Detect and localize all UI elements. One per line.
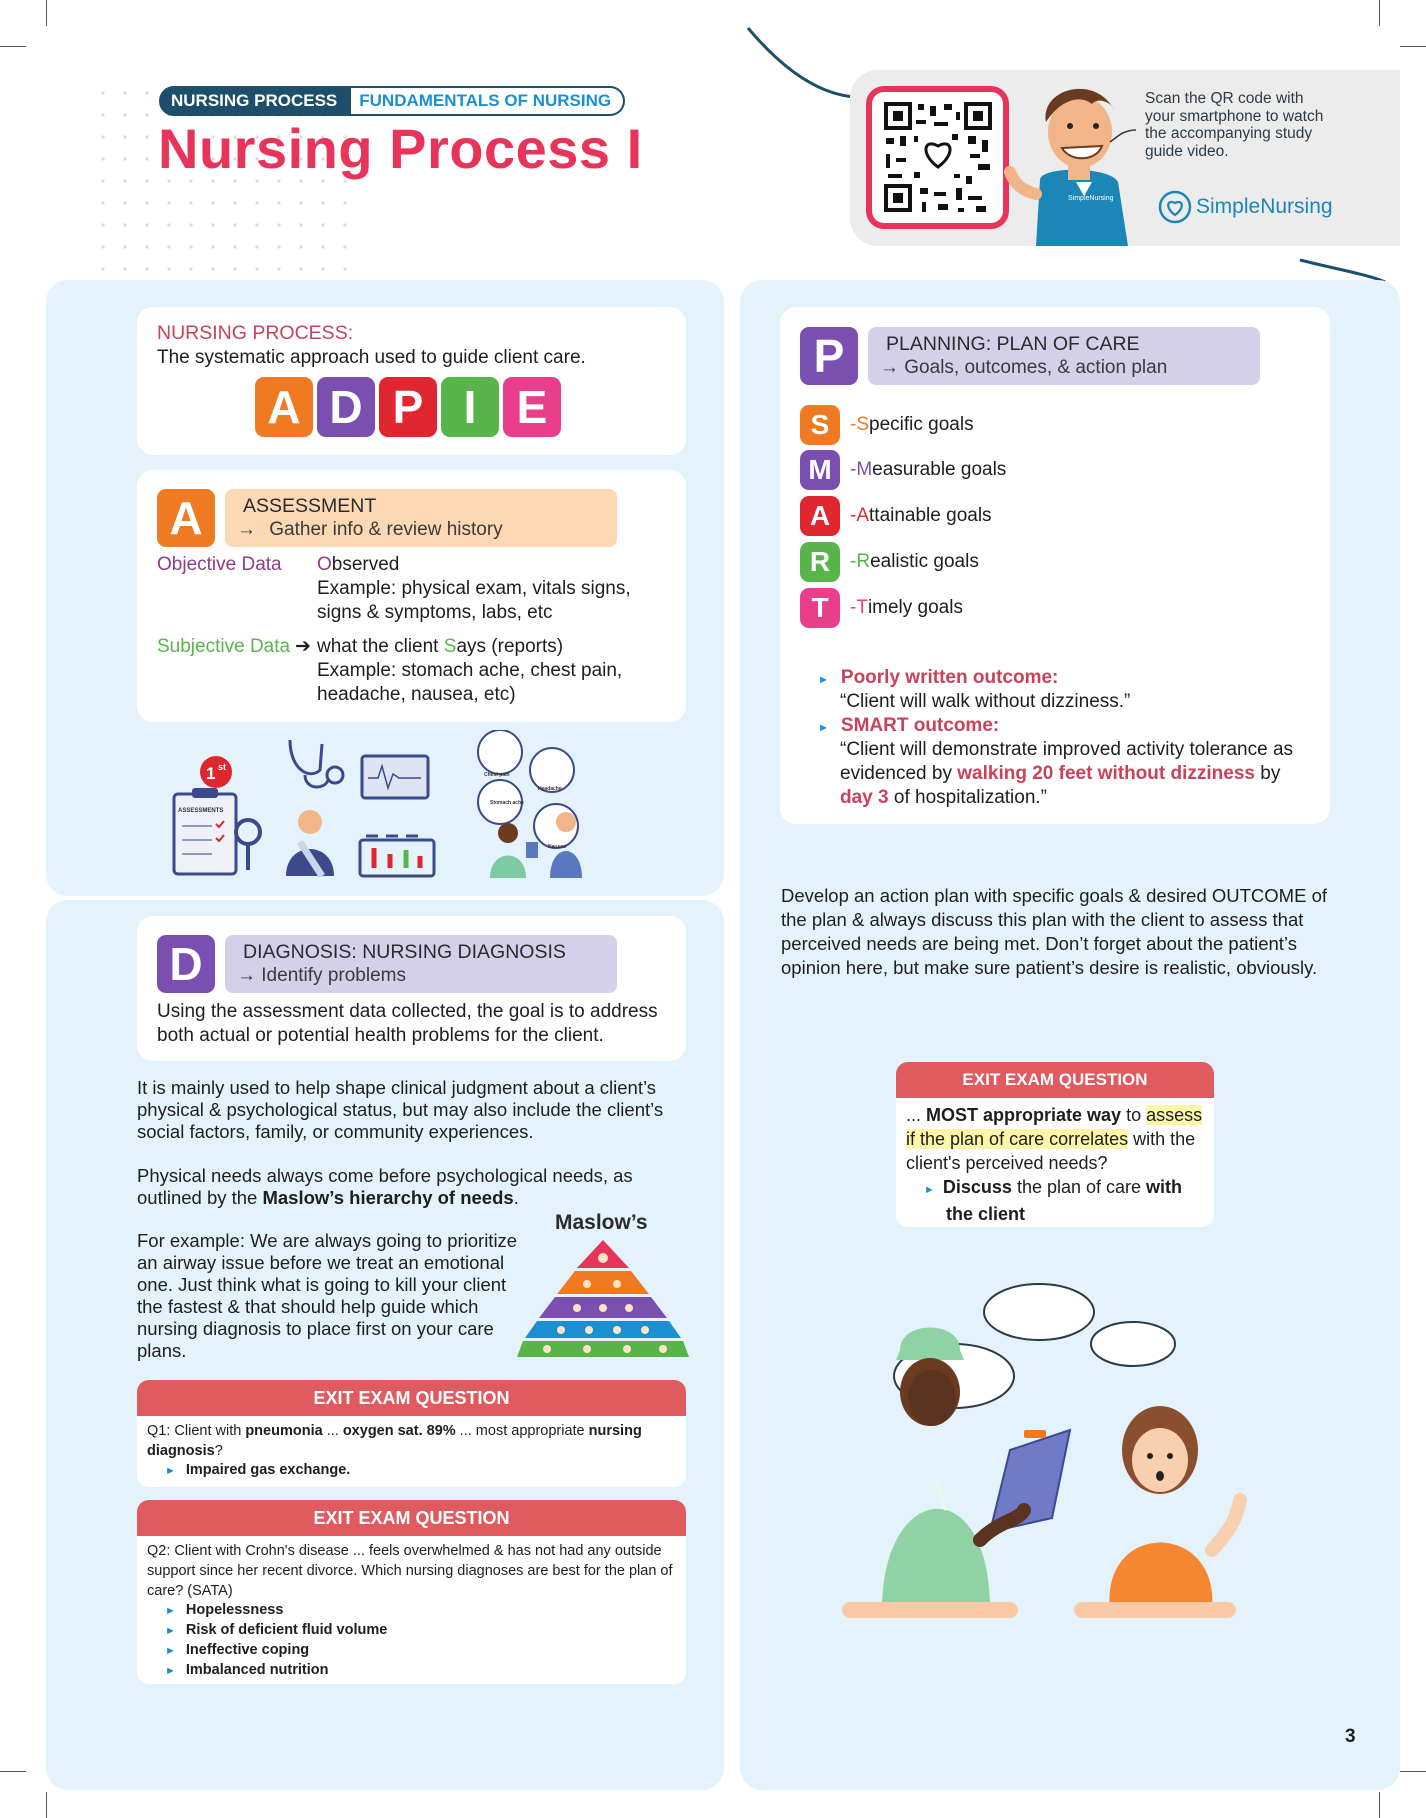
subjective-arrow-icon: ➔ <box>295 636 311 657</box>
smart-dash: - <box>850 597 857 618</box>
smart-tile-s: S <box>800 405 840 445</box>
q3-answer-b1: Discuss <box>942 1177 1012 1197</box>
category-tag <box>159 86 625 116</box>
q1-answer: Impaired gas exchange. <box>185 1462 351 1478</box>
page-number: 3 <box>1345 1726 1356 1747</box>
smart-row-m <box>800 449 1006 491</box>
q2-answer: Hopelessness <box>185 1602 284 1618</box>
page-title: Nursing Process I <box>158 117 643 180</box>
q1-b1: pneumonia <box>245 1423 323 1439</box>
objective-definition <box>317 553 399 577</box>
brand-name: SimpleNursing <box>1196 195 1333 218</box>
first-badge-icon <box>200 756 232 788</box>
crop-mark <box>46 1792 47 1818</box>
assessment-subtitle: Gather info & review history <box>269 519 503 540</box>
smart-dash: - <box>850 551 857 572</box>
diagnosis-header-box <box>225 935 617 993</box>
q1-t1: Q1: Client with <box>147 1423 246 1439</box>
smart-text-1: “Client will demonstrate improved activity tolerance as evidenced by <box>840 739 1294 784</box>
assessment-card <box>137 470 686 722</box>
assessment-header-box <box>225 489 617 547</box>
q2-answer-row <box>165 1620 387 1641</box>
crop-mark <box>0 46 26 47</box>
diagnosis-paragraph-2 <box>137 1165 693 1209</box>
q3-b1: MOST appropriate way <box>926 1105 1122 1125</box>
smart-highlight-1: walking 20 feet without dizziness <box>957 763 1255 784</box>
adpie-tile-d: D <box>317 377 375 437</box>
q3-answer <box>924 1175 1204 1226</box>
subjective-def-post: ays (reports) <box>456 636 564 657</box>
tag-fundamentals: FUNDAMENTALS OF NURSING <box>351 86 625 116</box>
subjective-definition <box>317 635 563 659</box>
heart-logo-icon <box>1158 190 1192 224</box>
smart-text-a: ttainable goals <box>869 505 992 526</box>
exit-exam-q2 <box>137 1500 686 1684</box>
subjective-example-1: Example: stomach ache, chest pain, <box>317 660 623 681</box>
smart-highlight-2: day 3 <box>840 787 889 808</box>
objective-example-1: Example: physical exam, vitals signs, <box>317 578 631 599</box>
q2-answer: Ineffective coping <box>185 1642 310 1658</box>
q2-answer: Imbalanced nutrition <box>185 1662 329 1678</box>
bubble-stomach-ache: Stomach ache <box>490 800 524 806</box>
smart-row-a <box>800 495 992 537</box>
bubble-nausea: Nausea <box>548 844 566 850</box>
subjective-example-2: headache, nausea, etc) <box>317 684 516 705</box>
maslow-label: Maslow’s <box>555 1211 648 1234</box>
arrow-right-icon: → <box>237 519 256 540</box>
nurse-cap <box>896 1328 964 1361</box>
crop-mark <box>46 0 47 26</box>
clipboard-label: ASSESSMENTS <box>178 808 224 814</box>
subjective-data-label: Subjective Data <box>157 636 291 657</box>
smart-row-t <box>800 587 963 629</box>
bullet-icon: ► <box>165 1645 176 1657</box>
objective-def-rest: bserved <box>331 554 400 575</box>
q1-question <box>147 1421 672 1461</box>
bullet-icon: ► <box>165 1665 176 1677</box>
diagnosis-body-1: Using the assessment data collected, the goal is to address <box>157 1001 658 1022</box>
crop-mark <box>1400 1771 1426 1772</box>
test-tubes-icon <box>360 840 434 876</box>
smart-tile-a: A <box>800 496 840 536</box>
poor-outcome-row <box>818 666 1058 692</box>
q3-answer-b2: with the client <box>946 1177 1183 1224</box>
smart-initial-t: T <box>856 597 868 618</box>
maslow-pyramid-icon <box>517 1236 689 1358</box>
q1-answer-row <box>165 1460 350 1481</box>
smart-text-r: ealistic goals <box>870 551 979 572</box>
exit-exam-q1 <box>137 1380 686 1487</box>
adpie-tile-a: A <box>255 377 313 437</box>
objective-def-initial: O <box>317 554 332 575</box>
bullet-icon: ► <box>165 1465 176 1477</box>
smart-outcome-label: SMART outcome: <box>840 715 1000 736</box>
q2-header: EXIT EXAM QUESTION <box>137 1500 686 1536</box>
planning-header-box <box>868 327 1260 385</box>
clipboard-icon <box>174 794 236 874</box>
adpie-tile-i: I <box>441 377 499 437</box>
smart-outcome-row <box>818 714 999 740</box>
mascot-illustration <box>1000 70 1150 246</box>
brand-logo <box>1158 190 1333 224</box>
smart-initial-r: R <box>856 551 871 572</box>
q2-answer-row <box>165 1660 328 1681</box>
poor-outcome-text: “Client will walk without dizziness.” <box>840 691 1131 712</box>
q3-answer-t: the plan of care <box>1011 1177 1147 1197</box>
speech-line-icon <box>1108 126 1138 146</box>
nursing-process-card <box>137 307 686 455</box>
objective-initial: O <box>157 554 172 575</box>
q1-header: EXIT EXAM QUESTION <box>137 1380 686 1416</box>
patient-icon <box>298 810 322 834</box>
smart-text-3: of hospitalization.” <box>888 787 1048 808</box>
stethoscope-icon <box>290 740 322 774</box>
nurse-client-illustration <box>840 1280 1290 1620</box>
tag-nursing-process: NURSING PROCESS <box>159 86 351 116</box>
diagnosis-subtitle: → Identify problems <box>237 965 406 986</box>
client-icon <box>556 812 576 832</box>
speech-bubble-icon <box>1091 1322 1175 1366</box>
smart-initial-a: A <box>856 505 870 526</box>
smart-initial-s: S <box>856 414 870 435</box>
bullet-icon: ► <box>165 1605 176 1617</box>
smart-row-r <box>800 541 979 583</box>
objective-example-2: signs & symptoms, labs, etc <box>317 602 553 623</box>
smart-text-t: imely goals <box>867 597 963 618</box>
planning-title: PLANNING: PLAN OF CARE <box>886 333 1140 355</box>
adpie-tiles <box>255 377 561 437</box>
q2-question: Q2: Client with Crohn's disease ... feels overwhelmed & has not had any outside support since her recent divorce. Which nursing diagnoses are best for the plan of care? (SATA) <box>147 1543 673 1599</box>
exit-exam-q3 <box>896 1062 1214 1227</box>
bubble-headache: Headache <box>538 786 562 792</box>
crop-mark <box>0 1771 26 1772</box>
diagnosis-title: DIAGNOSIS: NURSING DIAGNOSIS <box>243 941 566 963</box>
maslow-hierarchy: Maslow’s hierarchy of needs <box>262 1187 514 1208</box>
q3-t3: with the client's perceived needs? <box>906 1129 1196 1173</box>
first-badge-sup: st <box>218 762 227 772</box>
smart-dash: - <box>850 459 857 480</box>
q1-b2: oxygen sat. 89% <box>342 1423 456 1439</box>
smart-dash: - <box>850 414 857 435</box>
adpie-tile-p: P <box>379 377 437 437</box>
q3-t1: ... <box>906 1105 927 1125</box>
bubble-chest-pain: Chest pain <box>484 772 510 778</box>
q2-answer-row <box>165 1600 283 1621</box>
diagnosis-paragraph-1: It is mainly used to help shape clinical judgment about a client’s physical & psychological status, but may also include the client’s social factors, family, or community experiences. <box>137 1077 664 1142</box>
symptom-bubble <box>478 730 522 774</box>
smart-text-m: easurable goals <box>872 459 1007 480</box>
p2-post: . <box>513 1187 519 1208</box>
smart-tile-r: R <box>800 542 840 582</box>
p2-pre: Physical needs always come before psychological needs, as outlined by the <box>137 1165 633 1208</box>
bullet-icon: ► <box>818 722 829 734</box>
objective-data-label <box>157 553 282 577</box>
bullet-icon: ► <box>924 1184 935 1196</box>
q3-highlight: assess if the plan of care correlates <box>906 1105 1203 1149</box>
q2-answer: Risk of deficient fluid volume <box>185 1622 388 1638</box>
smart-outcome-text <box>840 738 1318 810</box>
smart-tile-t: T <box>800 588 840 628</box>
plan-paragraph: Develop an action plan with specific goals & desired OUTCOME of the plan & always discuss this plan with the client to assess that perceived needs are being met. Don’t forget about the patient’s opinion here, but make sure patient’s desire is realistic, obviously. <box>781 885 1328 978</box>
bullet-icon: ► <box>165 1625 176 1637</box>
assessment-illustration <box>160 730 690 890</box>
magnifier-icon <box>236 820 260 844</box>
smart-row-s <box>800 404 974 446</box>
bullet-icon: ► <box>818 674 829 686</box>
q1-b3: nursing diagnosis <box>147 1423 642 1459</box>
q1-t4: ? <box>214 1443 223 1459</box>
nurse-icon <box>498 823 518 843</box>
crop-mark <box>1379 1792 1380 1818</box>
planning-letter-tile: P <box>800 327 858 385</box>
smart-text-s: pecific goals <box>869 414 974 435</box>
speech-bubble-icon <box>984 1284 1094 1340</box>
nursing-process-label: NURSING PROCESS: <box>157 322 354 344</box>
q3-question <box>906 1103 1206 1175</box>
assessment-subtitle-row <box>237 519 503 541</box>
qr-frame[interactable] <box>866 86 1009 229</box>
qr-instructions: Scan the QR code with your smartphone to watch the accompanying study guide video. <box>1145 90 1324 160</box>
assessment-title: ASSESSMENT <box>243 495 377 517</box>
q3-t2: to <box>1121 1105 1147 1125</box>
monitor-icon <box>362 756 428 798</box>
qr-code-icon <box>872 92 1003 223</box>
smart-text-2: by <box>1254 763 1281 784</box>
diagnosis-paragraph-3: For example: We are always going to prioritize an airway issue before we treat an emotional one. Just think what is going to kill your client the fastest & that should help guide which nursing diagnosis to place first on your care plans. <box>137 1230 518 1361</box>
poor-outcome-label: Poorly written outcome: <box>840 667 1059 688</box>
q1-t3: ... most appropriate <box>455 1423 589 1439</box>
assessment-letter-tile: A <box>157 489 215 547</box>
planning-subtitle: → Goals, outcomes, & action plan <box>880 357 1168 378</box>
adpie-tile-e: E <box>503 377 561 437</box>
diagnosis-card <box>137 916 686 1061</box>
diagnosis-letter-tile: D <box>157 935 215 993</box>
diagnosis-body-2: both actual or potential health problems for the client. <box>157 1025 604 1046</box>
smart-initial-m: M <box>856 459 873 480</box>
crop-mark <box>1400 46 1426 47</box>
q1-t2: ... <box>322 1423 343 1439</box>
smart-tile-m: M <box>800 450 840 490</box>
objective-rest: bjective Data <box>171 554 282 575</box>
q3-header: EXIT EXAM QUESTION <box>896 1062 1214 1098</box>
subjective-def-initial: S <box>443 636 457 657</box>
q2-answer-row <box>165 1640 309 1661</box>
mascot-shirt-text: SimpleNursing <box>1068 195 1114 202</box>
first-badge-text: 1 <box>206 764 216 783</box>
smart-dash: - <box>850 505 857 526</box>
nursing-process-definition: The systematic approach used to guide client care. <box>157 347 586 368</box>
subjective-def-pre: what the client <box>317 636 444 657</box>
